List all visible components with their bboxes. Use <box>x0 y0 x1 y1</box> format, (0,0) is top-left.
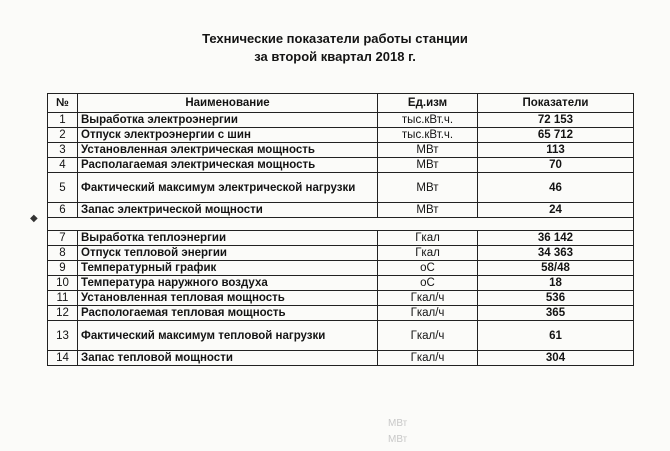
row-unit: Гкал <box>378 246 478 261</box>
row-num: 3 <box>48 143 78 158</box>
table-row <box>48 113 634 128</box>
row-value: 72 153 <box>478 113 634 128</box>
row-num: 8 <box>48 246 78 261</box>
row-name: Установленная электрическая мощность <box>78 143 378 158</box>
row-name: Распологаемая тепловая мощность <box>78 306 378 321</box>
row-name: Располагаемая электрическая мощность <box>78 158 378 173</box>
header-unit: Ед.изм <box>378 94 478 113</box>
row-unit: Гкал/ч <box>378 321 478 351</box>
row-num: 7 <box>48 231 78 246</box>
table-row <box>48 261 634 276</box>
table-row <box>48 291 634 306</box>
row-value: 65 712 <box>478 128 634 143</box>
document-title: Технические показатели работы станции <box>202 31 468 46</box>
row-name: Отпуск электроэнергии с шин <box>78 128 378 143</box>
document-subtitle: за второй квартал 2018 г. <box>254 49 416 64</box>
row-name: Температура наружного воздуха <box>78 276 378 291</box>
table-row <box>48 173 634 203</box>
table-row <box>48 246 634 261</box>
table-header-row <box>48 94 634 113</box>
row-name: Выработка теплоэнергии <box>78 231 378 246</box>
row-num: 11 <box>48 291 78 306</box>
row-value: 46 <box>478 173 634 203</box>
row-name: Фактический максимум электрической нагрузки <box>78 173 378 203</box>
row-value: 34 363 <box>478 246 634 261</box>
row-num: 9 <box>48 261 78 276</box>
row-name: Выработка электроэнергии <box>78 113 378 128</box>
table-row <box>48 128 634 143</box>
row-value: 365 <box>478 306 634 321</box>
header-value: Показатели <box>478 94 634 113</box>
row-value: 70 <box>478 158 634 173</box>
row-num: 1 <box>48 113 78 128</box>
row-value: 24 <box>478 203 634 218</box>
row-value: 113 <box>478 143 634 158</box>
row-name: Температурный график <box>78 261 378 276</box>
section-separator-row <box>48 218 634 231</box>
row-name: Отпуск тепловой энергии <box>78 246 378 261</box>
table-row <box>48 351 634 366</box>
row-unit: тыс.кВт.ч. <box>378 128 478 143</box>
row-unit: тыс.кВт.ч. <box>378 113 478 128</box>
row-name: Фактический максимум тепловой нагрузки <box>78 321 378 351</box>
margin-arrow-mark: ◆ <box>30 213 38 224</box>
row-unit: оС <box>378 261 478 276</box>
faint-unit-text: МВт <box>388 434 408 445</box>
table-row <box>48 158 634 173</box>
row-unit: Гкал/ч <box>378 291 478 306</box>
row-name: Запас электрической мощности <box>78 203 378 218</box>
row-value: 304 <box>478 351 634 366</box>
row-unit: МВт <box>378 143 478 158</box>
row-unit: МВт <box>378 158 478 173</box>
row-unit: Гкал/ч <box>378 306 478 321</box>
indicators-table <box>47 93 634 366</box>
table-row <box>48 276 634 291</box>
row-value: 61 <box>478 321 634 351</box>
row-num: 13 <box>48 321 78 351</box>
row-num: 2 <box>48 128 78 143</box>
row-name: Установленная тепловая мощность <box>78 291 378 306</box>
row-unit: МВт <box>378 203 478 218</box>
row-unit: МВт <box>378 173 478 203</box>
table-row <box>48 143 634 158</box>
table-row <box>48 231 634 246</box>
table-row <box>48 321 634 351</box>
separator-cell <box>48 218 634 231</box>
table-row <box>48 203 634 218</box>
row-value: 58/48 <box>478 261 634 276</box>
row-num: 4 <box>48 158 78 173</box>
header-name: Наименование <box>78 94 378 113</box>
row-unit: Гкал <box>378 231 478 246</box>
row-num: 14 <box>48 351 78 366</box>
faint-unit-text: МВт <box>388 418 408 429</box>
row-unit: оС <box>378 276 478 291</box>
row-value: 36 142 <box>478 231 634 246</box>
row-num: 12 <box>48 306 78 321</box>
row-value: 18 <box>478 276 634 291</box>
row-name: Запас тепловой мощности <box>78 351 378 366</box>
row-num: 10 <box>48 276 78 291</box>
row-unit: Гкал/ч <box>378 351 478 366</box>
header-num: № <box>48 94 78 113</box>
row-num: 5 <box>48 173 78 203</box>
row-value: 536 <box>478 291 634 306</box>
table-row <box>48 306 634 321</box>
row-num: 6 <box>48 203 78 218</box>
